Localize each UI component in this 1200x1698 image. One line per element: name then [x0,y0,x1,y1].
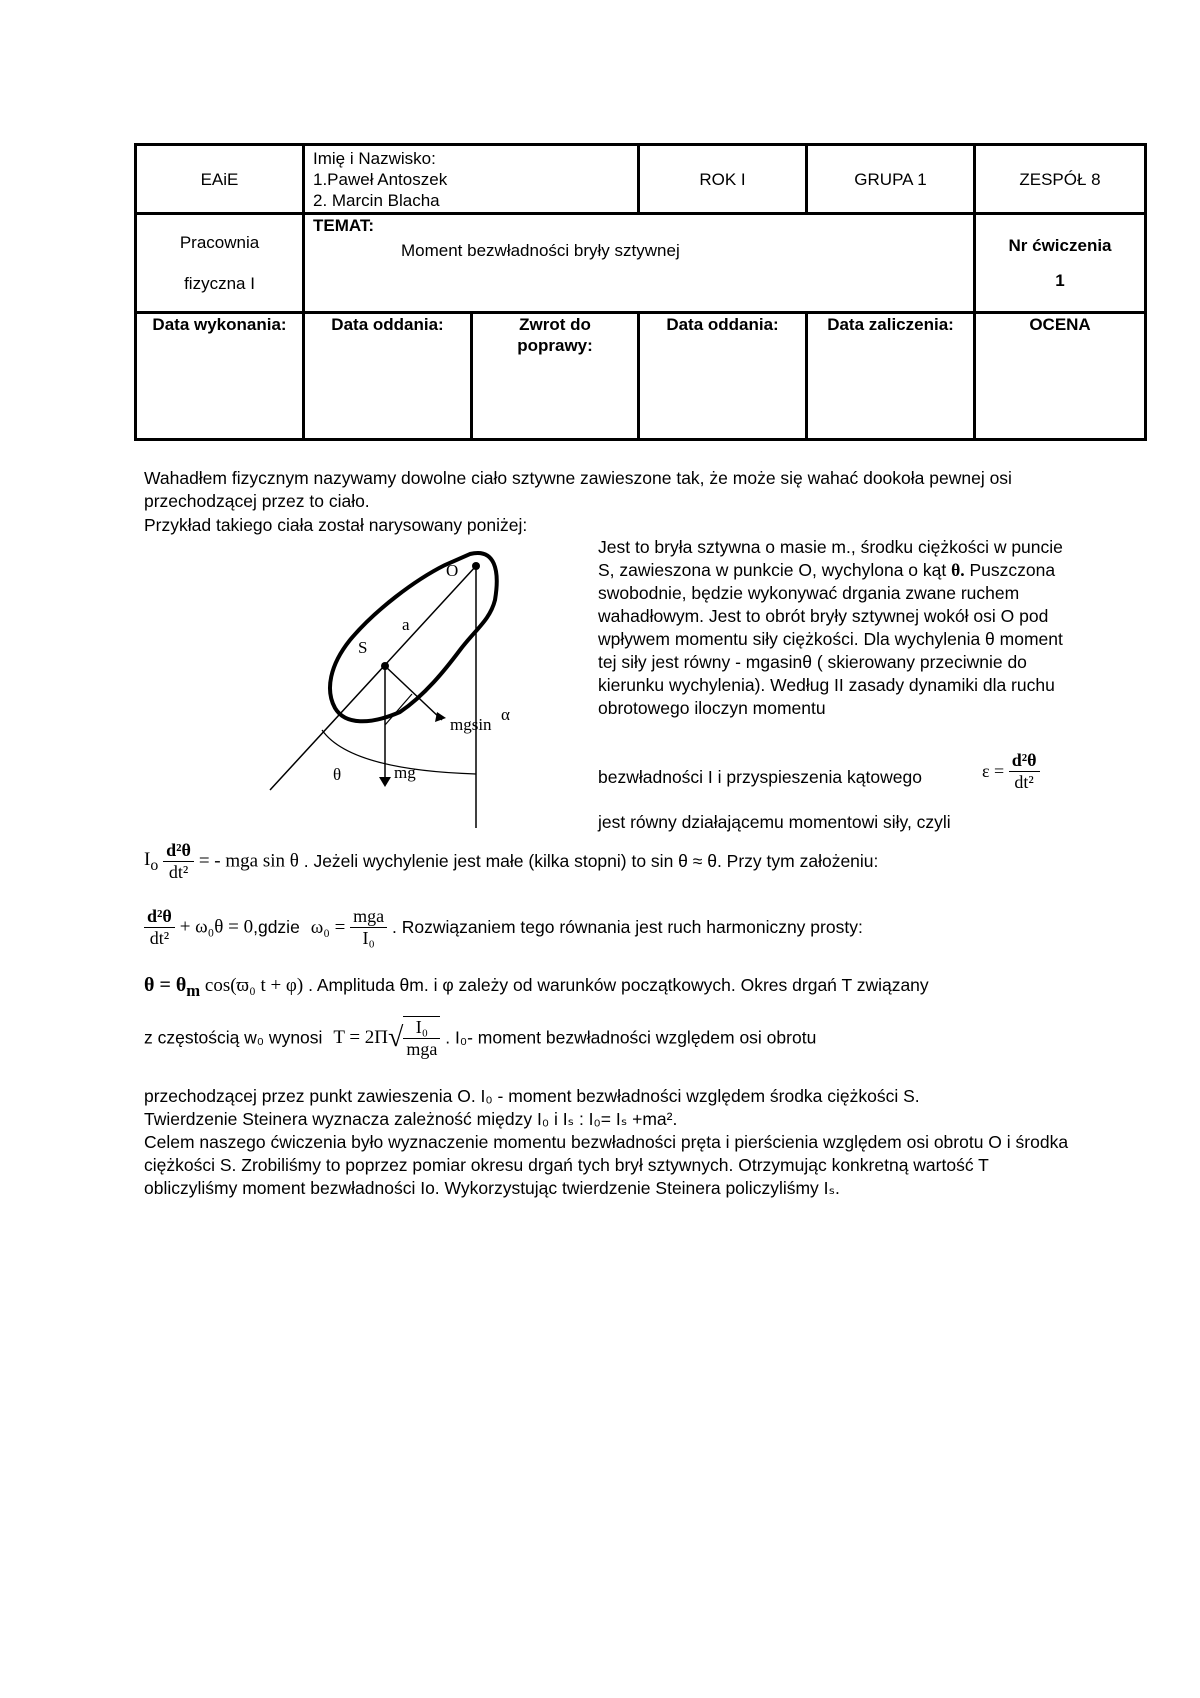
names-cell [304,145,639,214]
exercise-label: Nr ćwiczenia [1008,236,1112,255]
side-text-1: Jest to bryła sztywna o masie m., środku ciężkości w puncie S, zawieszona w punkcie O, wychylona o kąt [598,537,1063,580]
eq1-after: . Jeżeli wychylenie jest małe (kilka stopni) to sin θ ≈ θ. Przy tym założeniu: [303,851,879,871]
period-num: I₀ [403,1017,440,1039]
exercise-number: 1 [1055,271,1065,290]
label-S: S [358,638,368,657]
freq-text: z częstością w₀ wynosi [144,1027,323,1048]
eq2-after: . Rozwiązaniem tego równania jest ruch harmoniczny prosty: [392,917,863,937]
eps-den: dt² [1014,772,1034,792]
conclusion-line-2: Twierdzenie Steinera wyznacza zależność między I₀ i Iₛ : I₀= Iₛ +ma². [144,1109,678,1129]
pendulum-figure [260,540,590,830]
eq3-tail: cos(ϖ₀ t + φ) [200,975,304,996]
lab-line-2: fizyczna I [184,274,255,293]
names-label: Imię i Nazwisko: [313,148,436,168]
omega0-label: ω₀ = [310,916,346,938]
arm-line [270,566,476,790]
label-mgsin: mgsin [450,715,492,734]
topic-cell [304,214,975,313]
equation-3-line [144,974,929,1001]
faculty-cell: EAiE [136,145,304,214]
period-den: mga [406,1039,438,1059]
group-cell: GRUPA 1 [807,145,975,214]
topic-label: TEMAT: [313,216,375,235]
date-submitted-cell: Data oddania: [304,313,472,440]
label-mg: mg [394,763,416,782]
perp-line [385,694,412,725]
period-fraction [403,1016,440,1060]
lab-cell [136,214,304,313]
omega0-num: mga [350,906,387,928]
omega0-fraction [350,906,387,949]
eq2-lhs-tail: + ω₀θ = 0 [179,916,254,938]
eq3-after: . Amplituda θm. i φ zależy od warunków początkowych. Okres drgań T związany [308,975,929,995]
conclusion-block [144,1085,1084,1200]
intro-paragraph-1: Wahadłem fizycznym nazywamy dowolne ciało sztywne zawieszone tak, że może się wahać dookoła pewnej osi przechodzącej przez to ciało. [144,468,1012,511]
date-done-cell: Data wykonania: [136,313,304,440]
eps-fraction [1009,750,1040,793]
year-cell: ROK I [639,145,807,214]
eq1-num: d²θ [163,840,194,862]
equation-4-line [144,1016,816,1060]
side-theta: θ. [951,560,965,580]
eq1-I-text: I [144,848,151,870]
header-table [134,143,1147,441]
eq1-fraction [163,840,194,883]
side-description [598,536,1066,720]
team-cell: ZESPÓŁ 8 [975,145,1146,214]
equation-2-line [144,906,863,949]
eps-num: d²θ [1009,750,1040,772]
eq4-after: . I₀- moment bezwładności względem osi obrotu [445,1027,817,1048]
eq3-sub: m [186,981,201,1000]
center-of-mass [381,662,389,670]
conclusion-line-1: przechodzącej przez punkt zawieszenia O. I₀ - moment bezwładności względem środka ciężkości S. [144,1086,920,1106]
return-cell: Zwrot do poprawy: [472,313,639,440]
label-O: O [446,561,459,580]
label-alpha: α [501,705,510,724]
body-outline [330,553,497,721]
eq2-gdzie: ,gdzie [253,917,300,937]
eq2-fraction [144,906,175,949]
side-text-2: Puszczona swobodnie, będzie wykonywać drgania zwane ruchem wahadłowym. Jest to obrót bryły sztywnej wokół osi O pod wpływem momentu siły ciężkości. Dla wychylenia θ moment tej siły jest równy - mgasinθ ( skierowany przeciwnie do kierunku wychylenia). Według II zasady dynamiki dla ruchu obrotowego iloczyn momentu [598,560,1063,718]
eq1-I-sub: o [150,856,159,874]
eq3-theta [144,974,201,1000]
name-1: 1.Paweł Antoszek [313,169,448,189]
mgsin-arrowhead [435,712,446,722]
eq2-den: dt² [149,928,170,948]
equation-1-line [144,840,878,883]
eq1-I [144,848,159,874]
lab-line-1: Pracownia [179,233,260,252]
date-passed-cell: Data zaliczenia: [807,313,975,440]
label-a: a [402,615,410,634]
intro-paragraph-2: Przykład takiego ciała został narysowany poniżej: [144,515,528,535]
omega0-den: I₀ [362,928,375,948]
conclusion-line-3: Celem naszego ćwiczenia było wyznaczenie momentu bezwładności pręta i pierścienia względem osi obrotu O i środka ciężkości S. Zrobiliśmy to poprzez pomiar okresu drgań tych brył sztywnych. Otrzymując konkretną wartość T obliczyliśmy moment bezwładności Io. Wykorzystując twierdzenie Steinera policzyliśmy Iₛ. [144,1132,1069,1198]
exercise-cell [975,214,1146,313]
side-text-3: bezwładności I i przyspieszenia kątowego [598,767,922,787]
eq3-text: θ = θ [144,974,187,996]
eq2-num: d²θ [144,906,175,928]
eq1-den: dt² [168,862,189,882]
name-2: 2. Marcin Blacha [313,190,440,210]
topic-title: Moment bezwładności bryły sztywnej [401,241,680,260]
grade-cell: OCENA [975,313,1146,440]
date-submitted2-cell: Data oddania: [639,313,807,440]
epsilon-formula [982,750,1040,793]
eq1-rhs: = - mga sin θ [198,850,299,872]
label-theta: θ [333,765,342,784]
mgsin-vector [385,666,442,720]
side-text-4: jest równy działającemu momentowi siły, czyli [598,812,951,832]
pivot-point [472,562,480,570]
eps-label: ε = [982,761,1005,781]
period-lhs: T = 2Π [333,1027,389,1048]
sqrt-sign: √ [388,1022,404,1053]
mg-arrowhead [379,777,391,787]
